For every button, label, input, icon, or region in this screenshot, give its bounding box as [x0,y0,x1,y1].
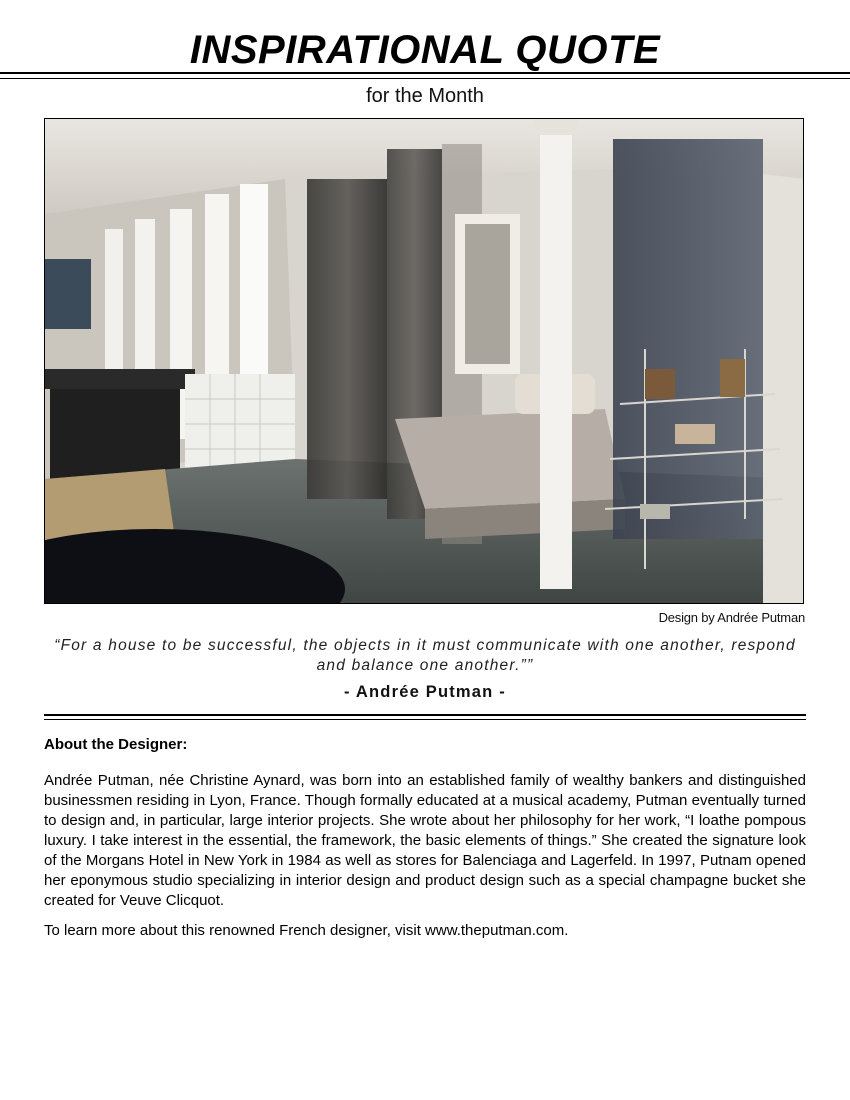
section-rule-thin [44,719,806,720]
inspirational-quote: “For a house to be successful, the objects in it must communicate with one another, respond and balance one another.”” [54,637,796,674]
quote-author: - Andrée Putman - [344,683,506,701]
header-rule-thin [0,78,850,79]
about-body: Andrée Putman, née Christine Aynard, was born into an established family of wealthy bankers and distinguished businessmen residing in Lyon, France. Though formally educated at a musical academy, Putman eventually turned to design and, in particular, large interior projects. She wrote about her philosophy for her work, “I loathe pompous luxury. I take interest in the essential, the framework, the basic elements of things.” She created the signature look of the Morgans Hotel in New York in 1984 as well as stores for Balenciaga and Lagerfeld. In 1997, Putnam opened her eponymous studio specializing in interior design and product design such as a special champagne bucket she created for Veuve Clicquot. [44,772,806,909]
page-title: INSPIRATIONAL QUOTE [189,28,661,72]
header-rule-thick [0,72,850,74]
page-subtitle: for the Month [366,85,484,107]
photo-caption: Design by Andrée Putman [658,610,805,625]
learn-more-text: To learn more about this renowned French designer, visit www.theputman.com. [44,922,569,939]
section-rule-thick [44,714,806,716]
about-heading: About the Designer: [44,736,188,753]
interior-photo [44,118,804,604]
